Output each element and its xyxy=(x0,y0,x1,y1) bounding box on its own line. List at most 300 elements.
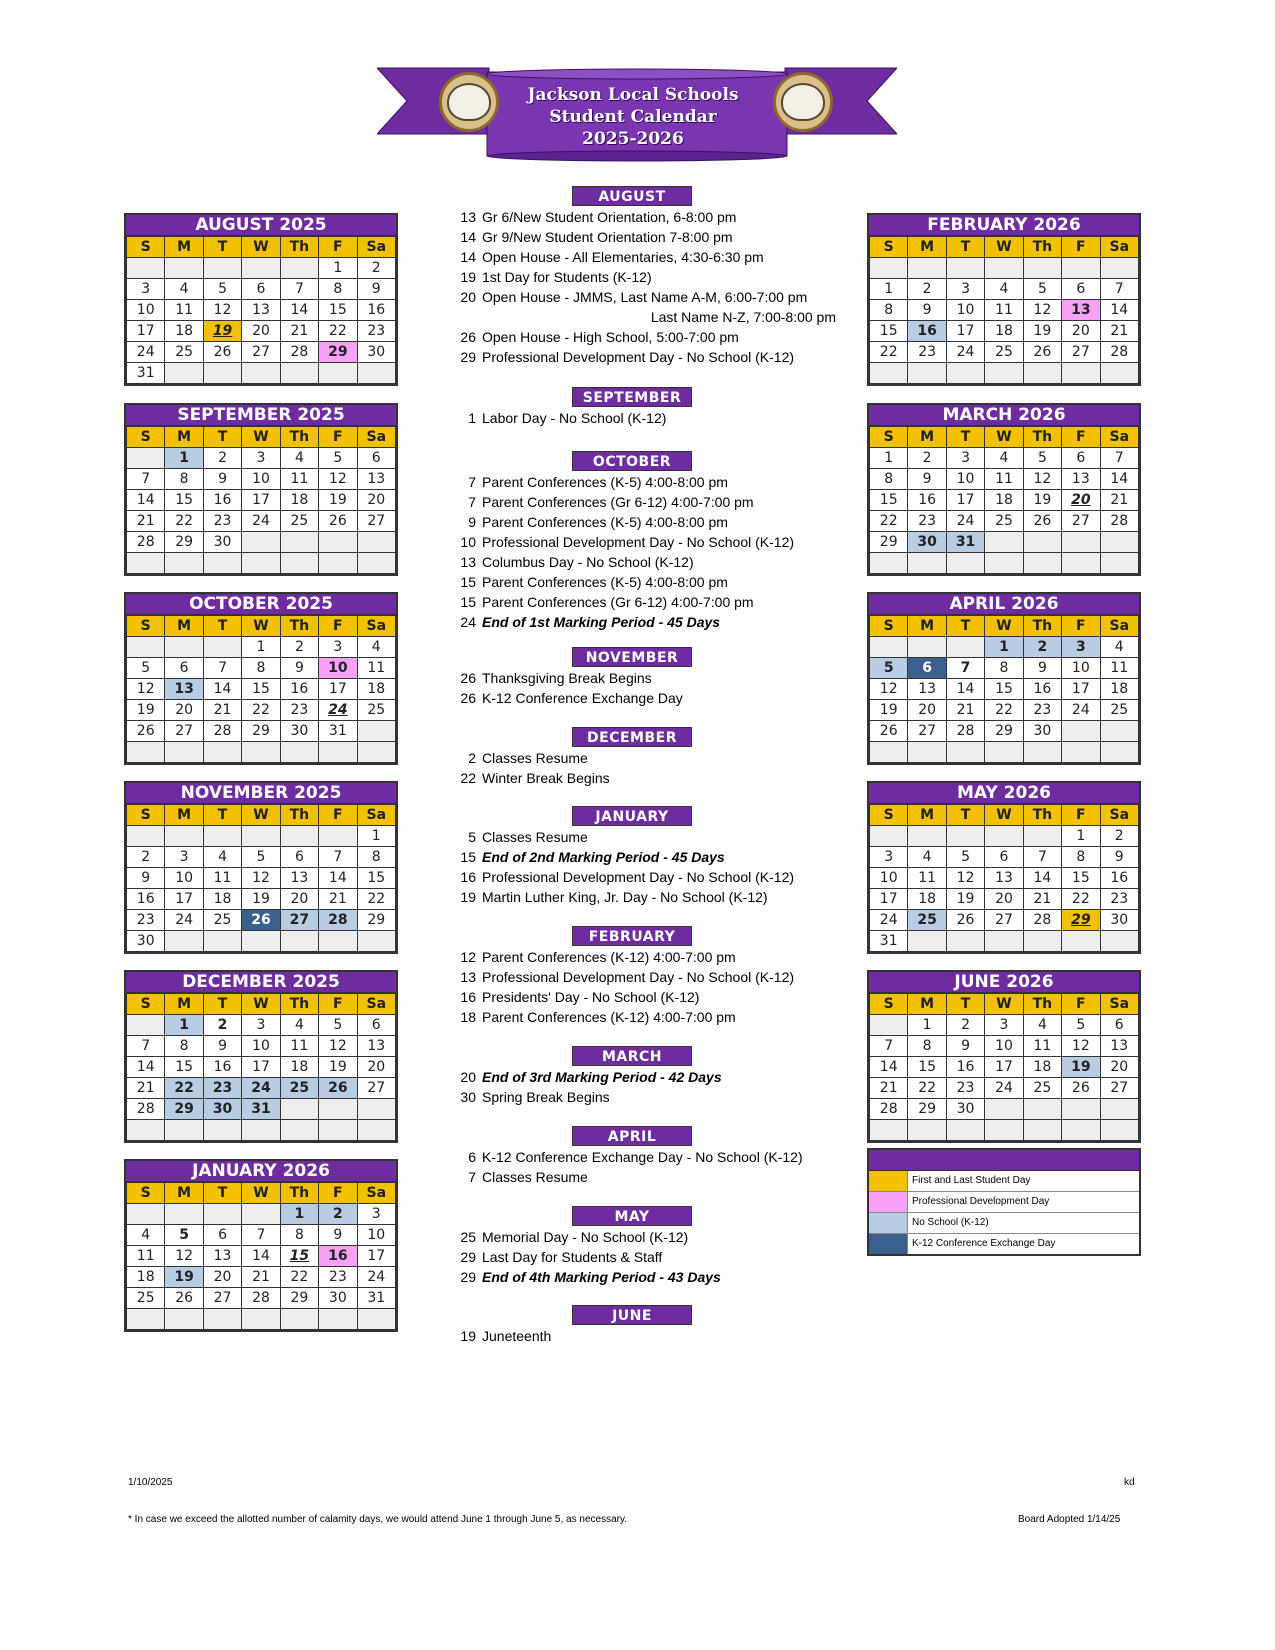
event-item xyxy=(448,768,848,788)
legend-item xyxy=(869,1213,1139,1234)
day-cell: 28 xyxy=(242,1288,280,1309)
day-cell: 26 xyxy=(1023,342,1061,363)
day-cell: 10 xyxy=(242,469,280,490)
day-cell: 7 xyxy=(870,1036,908,1057)
event-item xyxy=(448,1007,848,1027)
weekday-header: T xyxy=(203,616,241,637)
day-cell: 2 xyxy=(203,448,241,469)
day-cell: 15 xyxy=(870,490,908,511)
day-cell: 28 xyxy=(1023,910,1061,931)
calendar-november-2025 xyxy=(124,781,398,954)
day-cell: 24 xyxy=(1062,700,1100,721)
day-cell: 13 xyxy=(165,679,203,700)
calendar-week-row xyxy=(127,1057,396,1078)
day-cell: 4 xyxy=(1023,1015,1061,1036)
empty-day-cell xyxy=(127,826,165,847)
day-cell: 6 xyxy=(357,448,395,469)
weekday-header: W xyxy=(242,805,280,826)
empty-day-cell xyxy=(203,258,241,279)
day-cell: 12 xyxy=(203,300,241,321)
day-cell: 10 xyxy=(946,300,984,321)
legend-swatch xyxy=(869,1234,908,1254)
event-item xyxy=(448,552,848,572)
day-cell: 27 xyxy=(165,721,203,742)
calendar-week-row xyxy=(127,868,396,889)
event-day: 29 xyxy=(460,1269,476,1285)
day-cell: 4 xyxy=(357,637,395,658)
weekday-header: F xyxy=(319,994,357,1015)
day-cell: 4 xyxy=(280,1015,318,1036)
empty-day-cell xyxy=(165,826,203,847)
weekday-header: T xyxy=(946,616,984,637)
event-text: Professional Development Day - No School (K-12) xyxy=(482,349,795,365)
empty-day-cell xyxy=(280,742,318,763)
day-cell: 9 xyxy=(908,300,946,321)
day-cell: 25 xyxy=(203,910,241,931)
empty-day-cell xyxy=(242,1204,280,1225)
day-cell: 24 xyxy=(127,342,165,363)
empty-day-cell xyxy=(165,742,203,763)
calamity-note: * In case we exceed the allotted number of calamity days, we would attend June 1 through June 5, as necessary. xyxy=(128,1514,627,1525)
event-day: 19 xyxy=(460,889,476,905)
weekday-header: Sa xyxy=(357,1183,395,1204)
empty-day-cell xyxy=(1062,931,1100,952)
event-item xyxy=(448,1087,848,1107)
weekday-header: Sa xyxy=(1100,805,1138,826)
day-cell: 8 xyxy=(1062,847,1100,868)
weekday-header: S xyxy=(870,237,908,258)
day-cell: 30 xyxy=(946,1099,984,1120)
event-text: 1st Day for Students (K-12) xyxy=(482,269,652,285)
legend-label: First and Last Student Day xyxy=(912,1175,1031,1186)
header-banner xyxy=(377,64,897,164)
empty-day-cell xyxy=(1100,721,1138,742)
day-cell: 20 xyxy=(1100,1057,1138,1078)
event-item xyxy=(448,1147,848,1167)
day-cell: 21 xyxy=(1100,490,1138,511)
day-cell: 6 xyxy=(985,847,1023,868)
day-cell: 28 xyxy=(280,342,318,363)
empty-day-cell xyxy=(946,1120,984,1141)
event-day: 1 xyxy=(468,410,476,426)
day-cell: 13 xyxy=(1062,300,1100,321)
day-cell: 5 xyxy=(165,1225,203,1246)
empty-day-cell xyxy=(870,742,908,763)
day-cell: 30 xyxy=(319,1288,357,1309)
event-text: Classes Resume xyxy=(482,829,588,845)
event-month-header: FEBRUARY xyxy=(572,926,692,946)
weekday-header: S xyxy=(127,1183,165,1204)
weekday-header: Th xyxy=(280,1183,318,1204)
weekday-header: F xyxy=(319,1183,357,1204)
day-cell: 23 xyxy=(127,910,165,931)
weekday-header: W xyxy=(242,237,280,258)
day-cell: 26 xyxy=(870,721,908,742)
day-cell: 30 xyxy=(1023,721,1061,742)
weekday-header: S xyxy=(127,994,165,1015)
weekday-header: T xyxy=(946,237,984,258)
day-cell: 2 xyxy=(908,448,946,469)
weekday-header: M xyxy=(165,994,203,1015)
calendar-week-row xyxy=(127,910,396,931)
empty-day-cell xyxy=(242,553,280,574)
event-text: Parent Conferences (K-5) 4:00-8:00 pm xyxy=(482,514,728,530)
day-cell: 1 xyxy=(280,1204,318,1225)
day-cell: 17 xyxy=(946,321,984,342)
event-item xyxy=(448,207,848,227)
day-cell: 2 xyxy=(1100,826,1138,847)
event-text: Open House - All Elementaries, 4:30-6:30 pm xyxy=(482,249,764,265)
day-cell: 12 xyxy=(319,1036,357,1057)
empty-day-cell xyxy=(985,363,1023,384)
day-cell: 10 xyxy=(1062,658,1100,679)
day-cell: 8 xyxy=(357,847,395,868)
calendar-week-row xyxy=(127,1288,396,1309)
event-text: Gr 9/New Student Orientation 7-8:00 pm xyxy=(482,229,733,245)
empty-day-cell xyxy=(280,1099,318,1120)
day-cell: 7 xyxy=(946,658,984,679)
day-cell: 2 xyxy=(280,637,318,658)
day-cell: 5 xyxy=(127,658,165,679)
calendar-week-row xyxy=(870,363,1139,384)
day-cell: 4 xyxy=(280,448,318,469)
day-cell: 29 xyxy=(357,910,395,931)
day-cell: 17 xyxy=(165,889,203,910)
day-cell: 17 xyxy=(242,1057,280,1078)
day-cell: 31 xyxy=(870,931,908,952)
empty-day-cell xyxy=(357,532,395,553)
day-cell: 22 xyxy=(242,700,280,721)
event-text: End of 2nd Marking Period - 45 Days xyxy=(482,849,725,865)
day-cell: 18 xyxy=(1100,679,1138,700)
empty-day-cell xyxy=(357,721,395,742)
calendar-week-row xyxy=(870,700,1139,721)
event-text: Open House - JMMS, Last Name A-M, 6:00-7:00 pm xyxy=(482,289,808,305)
event-item xyxy=(448,847,848,867)
empty-day-cell xyxy=(280,553,318,574)
weekday-header: Sa xyxy=(357,805,395,826)
day-cell: 11 xyxy=(985,300,1023,321)
day-cell: 10 xyxy=(870,868,908,889)
event-day: 13 xyxy=(460,209,476,225)
day-cell: 11 xyxy=(985,469,1023,490)
day-cell: 24 xyxy=(946,511,984,532)
day-cell: 4 xyxy=(127,1225,165,1246)
day-cell: 1 xyxy=(357,826,395,847)
day-cell: 24 xyxy=(946,342,984,363)
calendar-week-row xyxy=(127,658,396,679)
day-cell: 4 xyxy=(908,847,946,868)
calendar-week-row xyxy=(127,258,396,279)
event-day: 22 xyxy=(460,770,476,786)
day-cell: 8 xyxy=(280,1225,318,1246)
day-cell: 13 xyxy=(203,1246,241,1267)
day-cell: 20 xyxy=(1062,490,1100,511)
title-line-3: 2025-2026 xyxy=(582,129,684,149)
empty-day-cell xyxy=(357,1309,395,1330)
empty-day-cell xyxy=(870,553,908,574)
empty-day-cell xyxy=(203,826,241,847)
day-cell: 7 xyxy=(203,658,241,679)
event-text: Last Name N-Z, 7:00-8:00 pm xyxy=(650,309,836,325)
day-cell: 24 xyxy=(870,910,908,931)
empty-day-cell xyxy=(242,363,280,384)
empty-day-cell xyxy=(280,826,318,847)
calendar-week-row xyxy=(127,553,396,574)
title-line-2: Student Calendar xyxy=(549,107,717,127)
day-cell: 10 xyxy=(357,1225,395,1246)
calendar-title: DECEMBER 2025 xyxy=(126,972,396,993)
calendar-week-row xyxy=(127,1036,396,1057)
empty-day-cell xyxy=(165,1309,203,1330)
day-cell: 23 xyxy=(908,342,946,363)
event-day: 7 xyxy=(468,1169,476,1185)
empty-day-cell xyxy=(1062,363,1100,384)
weekday-header: M xyxy=(908,805,946,826)
weekday-header: M xyxy=(908,237,946,258)
day-cell: 25 xyxy=(908,910,946,931)
calendar-week-row xyxy=(127,1120,396,1141)
event-text: Parent Conferences (Gr 6-12) 4:00-7:00 pm xyxy=(482,594,754,610)
calendar-title: NOVEMBER 2025 xyxy=(126,783,396,804)
day-cell: 25 xyxy=(1023,1078,1061,1099)
empty-day-cell xyxy=(319,363,357,384)
day-cell: 17 xyxy=(946,490,984,511)
polar-bear-logo-icon xyxy=(773,72,833,132)
calendar-title: SEPTEMBER 2025 xyxy=(126,405,396,426)
empty-day-cell xyxy=(242,826,280,847)
empty-day-cell xyxy=(165,637,203,658)
event-item xyxy=(448,572,848,592)
weekday-header: S xyxy=(127,427,165,448)
day-cell: 26 xyxy=(319,1078,357,1099)
empty-day-cell xyxy=(985,931,1023,952)
weekday-header: M xyxy=(165,805,203,826)
weekday-header: W xyxy=(242,616,280,637)
event-text: Professional Development Day - No School (K-12) xyxy=(482,534,795,550)
empty-day-cell xyxy=(127,553,165,574)
board-adopted: Board Adopted 1/14/25 xyxy=(1018,1514,1121,1525)
day-cell: 29 xyxy=(908,1099,946,1120)
day-cell: 27 xyxy=(203,1288,241,1309)
event-text: Professional Development Day - No School (K-12) xyxy=(482,869,795,885)
empty-day-cell xyxy=(319,742,357,763)
day-cell: 22 xyxy=(319,321,357,342)
weekday-header: S xyxy=(127,237,165,258)
day-cell: 31 xyxy=(127,363,165,384)
event-text: Classes Resume xyxy=(482,750,588,766)
calendar-week-row xyxy=(127,1204,396,1225)
event-month-header: MAY xyxy=(572,1206,692,1226)
calendar-week-row xyxy=(870,847,1139,868)
day-cell: 22 xyxy=(357,889,395,910)
day-cell: 14 xyxy=(127,1057,165,1078)
event-text: Martin Luther King, Jr. Day - No School (K-12) xyxy=(482,889,768,905)
calendar-september-2025 xyxy=(124,403,398,576)
empty-day-cell xyxy=(908,553,946,574)
day-cell: 30 xyxy=(280,721,318,742)
event-item xyxy=(448,247,848,267)
empty-day-cell xyxy=(1023,742,1061,763)
empty-day-cell xyxy=(280,931,318,952)
calendar-title: APRIL 2026 xyxy=(869,594,1139,615)
weekday-header: M xyxy=(908,616,946,637)
weekday-header: Th xyxy=(1023,805,1061,826)
revision-date: 1/10/2025 xyxy=(128,1477,173,1488)
day-cell: 7 xyxy=(242,1225,280,1246)
event-text: End of 4th Marking Period - 43 Days xyxy=(482,1269,721,1285)
day-cell: 1 xyxy=(165,448,203,469)
empty-day-cell xyxy=(870,637,908,658)
day-cell: 22 xyxy=(870,342,908,363)
empty-day-cell xyxy=(985,1099,1023,1120)
legend-item xyxy=(869,1192,1139,1213)
day-cell: 5 xyxy=(319,448,357,469)
day-cell: 28 xyxy=(1100,342,1138,363)
empty-day-cell xyxy=(985,742,1023,763)
day-cell: 6 xyxy=(1062,279,1100,300)
event-item xyxy=(448,532,848,552)
legend-label: K-12 Conference Exchange Day xyxy=(912,1238,1056,1249)
day-cell: 15 xyxy=(319,300,357,321)
day-cell: 23 xyxy=(280,700,318,721)
day-cell: 2 xyxy=(357,258,395,279)
empty-day-cell xyxy=(870,1120,908,1141)
day-cell: 6 xyxy=(1100,1015,1138,1036)
weekday-header: T xyxy=(203,237,241,258)
day-cell: 1 xyxy=(985,637,1023,658)
empty-day-cell xyxy=(1023,1099,1061,1120)
day-cell: 12 xyxy=(319,469,357,490)
empty-day-cell xyxy=(1062,532,1100,553)
empty-day-cell xyxy=(908,637,946,658)
calendar-october-2025 xyxy=(124,592,398,765)
event-day: 20 xyxy=(460,1069,476,1085)
event-text: Parent Conferences (K-5) 4:00-8:00 pm xyxy=(482,574,728,590)
calendar-week-row xyxy=(870,1078,1139,1099)
event-item xyxy=(448,1267,848,1287)
day-cell: 18 xyxy=(357,679,395,700)
event-day: 24 xyxy=(460,614,476,630)
day-cell: 7 xyxy=(1023,847,1061,868)
empty-day-cell xyxy=(203,1204,241,1225)
weekday-header: S xyxy=(870,805,908,826)
day-cell: 13 xyxy=(357,1036,395,1057)
empty-day-cell xyxy=(1100,363,1138,384)
day-cell: 28 xyxy=(946,721,984,742)
weekday-header: S xyxy=(870,994,908,1015)
calendar-week-row xyxy=(870,637,1139,658)
empty-day-cell xyxy=(908,1120,946,1141)
day-cell: 12 xyxy=(1062,1036,1100,1057)
weekday-header: T xyxy=(946,427,984,448)
weekday-header: S xyxy=(127,616,165,637)
day-cell: 17 xyxy=(870,889,908,910)
day-cell: 3 xyxy=(1062,637,1100,658)
day-cell: 14 xyxy=(870,1057,908,1078)
day-cell: 9 xyxy=(1023,658,1061,679)
calendar-week-row xyxy=(127,1246,396,1267)
day-cell: 16 xyxy=(319,1246,357,1267)
author-initials: kd xyxy=(1124,1477,1135,1488)
event-day: 29 xyxy=(460,1249,476,1265)
event-month-header: JANUARY xyxy=(572,806,692,826)
event-text: Winter Break Begins xyxy=(482,770,610,786)
calendar-week-row xyxy=(870,868,1139,889)
event-item xyxy=(448,347,848,367)
weekday-header: F xyxy=(1062,805,1100,826)
event-day: 15 xyxy=(460,594,476,610)
day-cell: 21 xyxy=(870,1078,908,1099)
day-cell: 5 xyxy=(1023,279,1061,300)
empty-day-cell xyxy=(165,363,203,384)
event-item xyxy=(448,947,848,967)
event-item xyxy=(448,867,848,887)
day-cell: 3 xyxy=(242,448,280,469)
day-cell: 2 xyxy=(1023,637,1061,658)
day-cell: 30 xyxy=(203,1099,241,1120)
event-item xyxy=(448,1227,848,1247)
event-month-header: MARCH xyxy=(572,1046,692,1066)
day-cell: 18 xyxy=(985,321,1023,342)
legend-swatch xyxy=(869,1192,908,1212)
calendar-week-row xyxy=(870,910,1139,931)
title-line-1: Jackson Local Schools xyxy=(527,85,739,105)
day-cell: 1 xyxy=(1062,826,1100,847)
empty-day-cell xyxy=(985,258,1023,279)
day-cell: 11 xyxy=(280,1036,318,1057)
weekday-header: W xyxy=(985,616,1023,637)
empty-day-cell xyxy=(1023,826,1061,847)
event-item xyxy=(448,227,848,247)
weekday-header: W xyxy=(242,427,280,448)
legend-title-bar xyxy=(869,1150,1139,1171)
event-day: 6 xyxy=(468,1149,476,1165)
day-cell: 23 xyxy=(203,511,241,532)
empty-day-cell xyxy=(165,1204,203,1225)
calendar-week-row xyxy=(127,342,396,363)
day-cell: 5 xyxy=(870,658,908,679)
calendar-week-row xyxy=(127,1225,396,1246)
event-item xyxy=(448,327,848,347)
day-cell: 4 xyxy=(203,847,241,868)
calendar-week-row xyxy=(870,679,1139,700)
day-cell: 24 xyxy=(319,700,357,721)
day-cell: 1 xyxy=(908,1015,946,1036)
day-cell: 14 xyxy=(946,679,984,700)
day-cell: 4 xyxy=(985,279,1023,300)
day-cell: 25 xyxy=(127,1288,165,1309)
day-cell: 2 xyxy=(319,1204,357,1225)
empty-day-cell xyxy=(357,931,395,952)
empty-day-cell xyxy=(127,258,165,279)
day-cell: 27 xyxy=(1100,1078,1138,1099)
day-cell: 27 xyxy=(1062,342,1100,363)
day-cell: 29 xyxy=(165,1099,203,1120)
day-cell: 23 xyxy=(1100,889,1138,910)
empty-day-cell xyxy=(1100,931,1138,952)
calendar-title: AUGUST 2025 xyxy=(126,215,396,236)
day-cell: 22 xyxy=(870,511,908,532)
day-cell: 14 xyxy=(1100,300,1138,321)
calendar-week-row xyxy=(127,448,396,469)
empty-day-cell xyxy=(319,532,357,553)
weekday-header: Sa xyxy=(357,427,395,448)
weekday-header: W xyxy=(242,994,280,1015)
day-cell: 8 xyxy=(908,1036,946,1057)
day-cell: 8 xyxy=(985,658,1023,679)
empty-day-cell xyxy=(280,258,318,279)
